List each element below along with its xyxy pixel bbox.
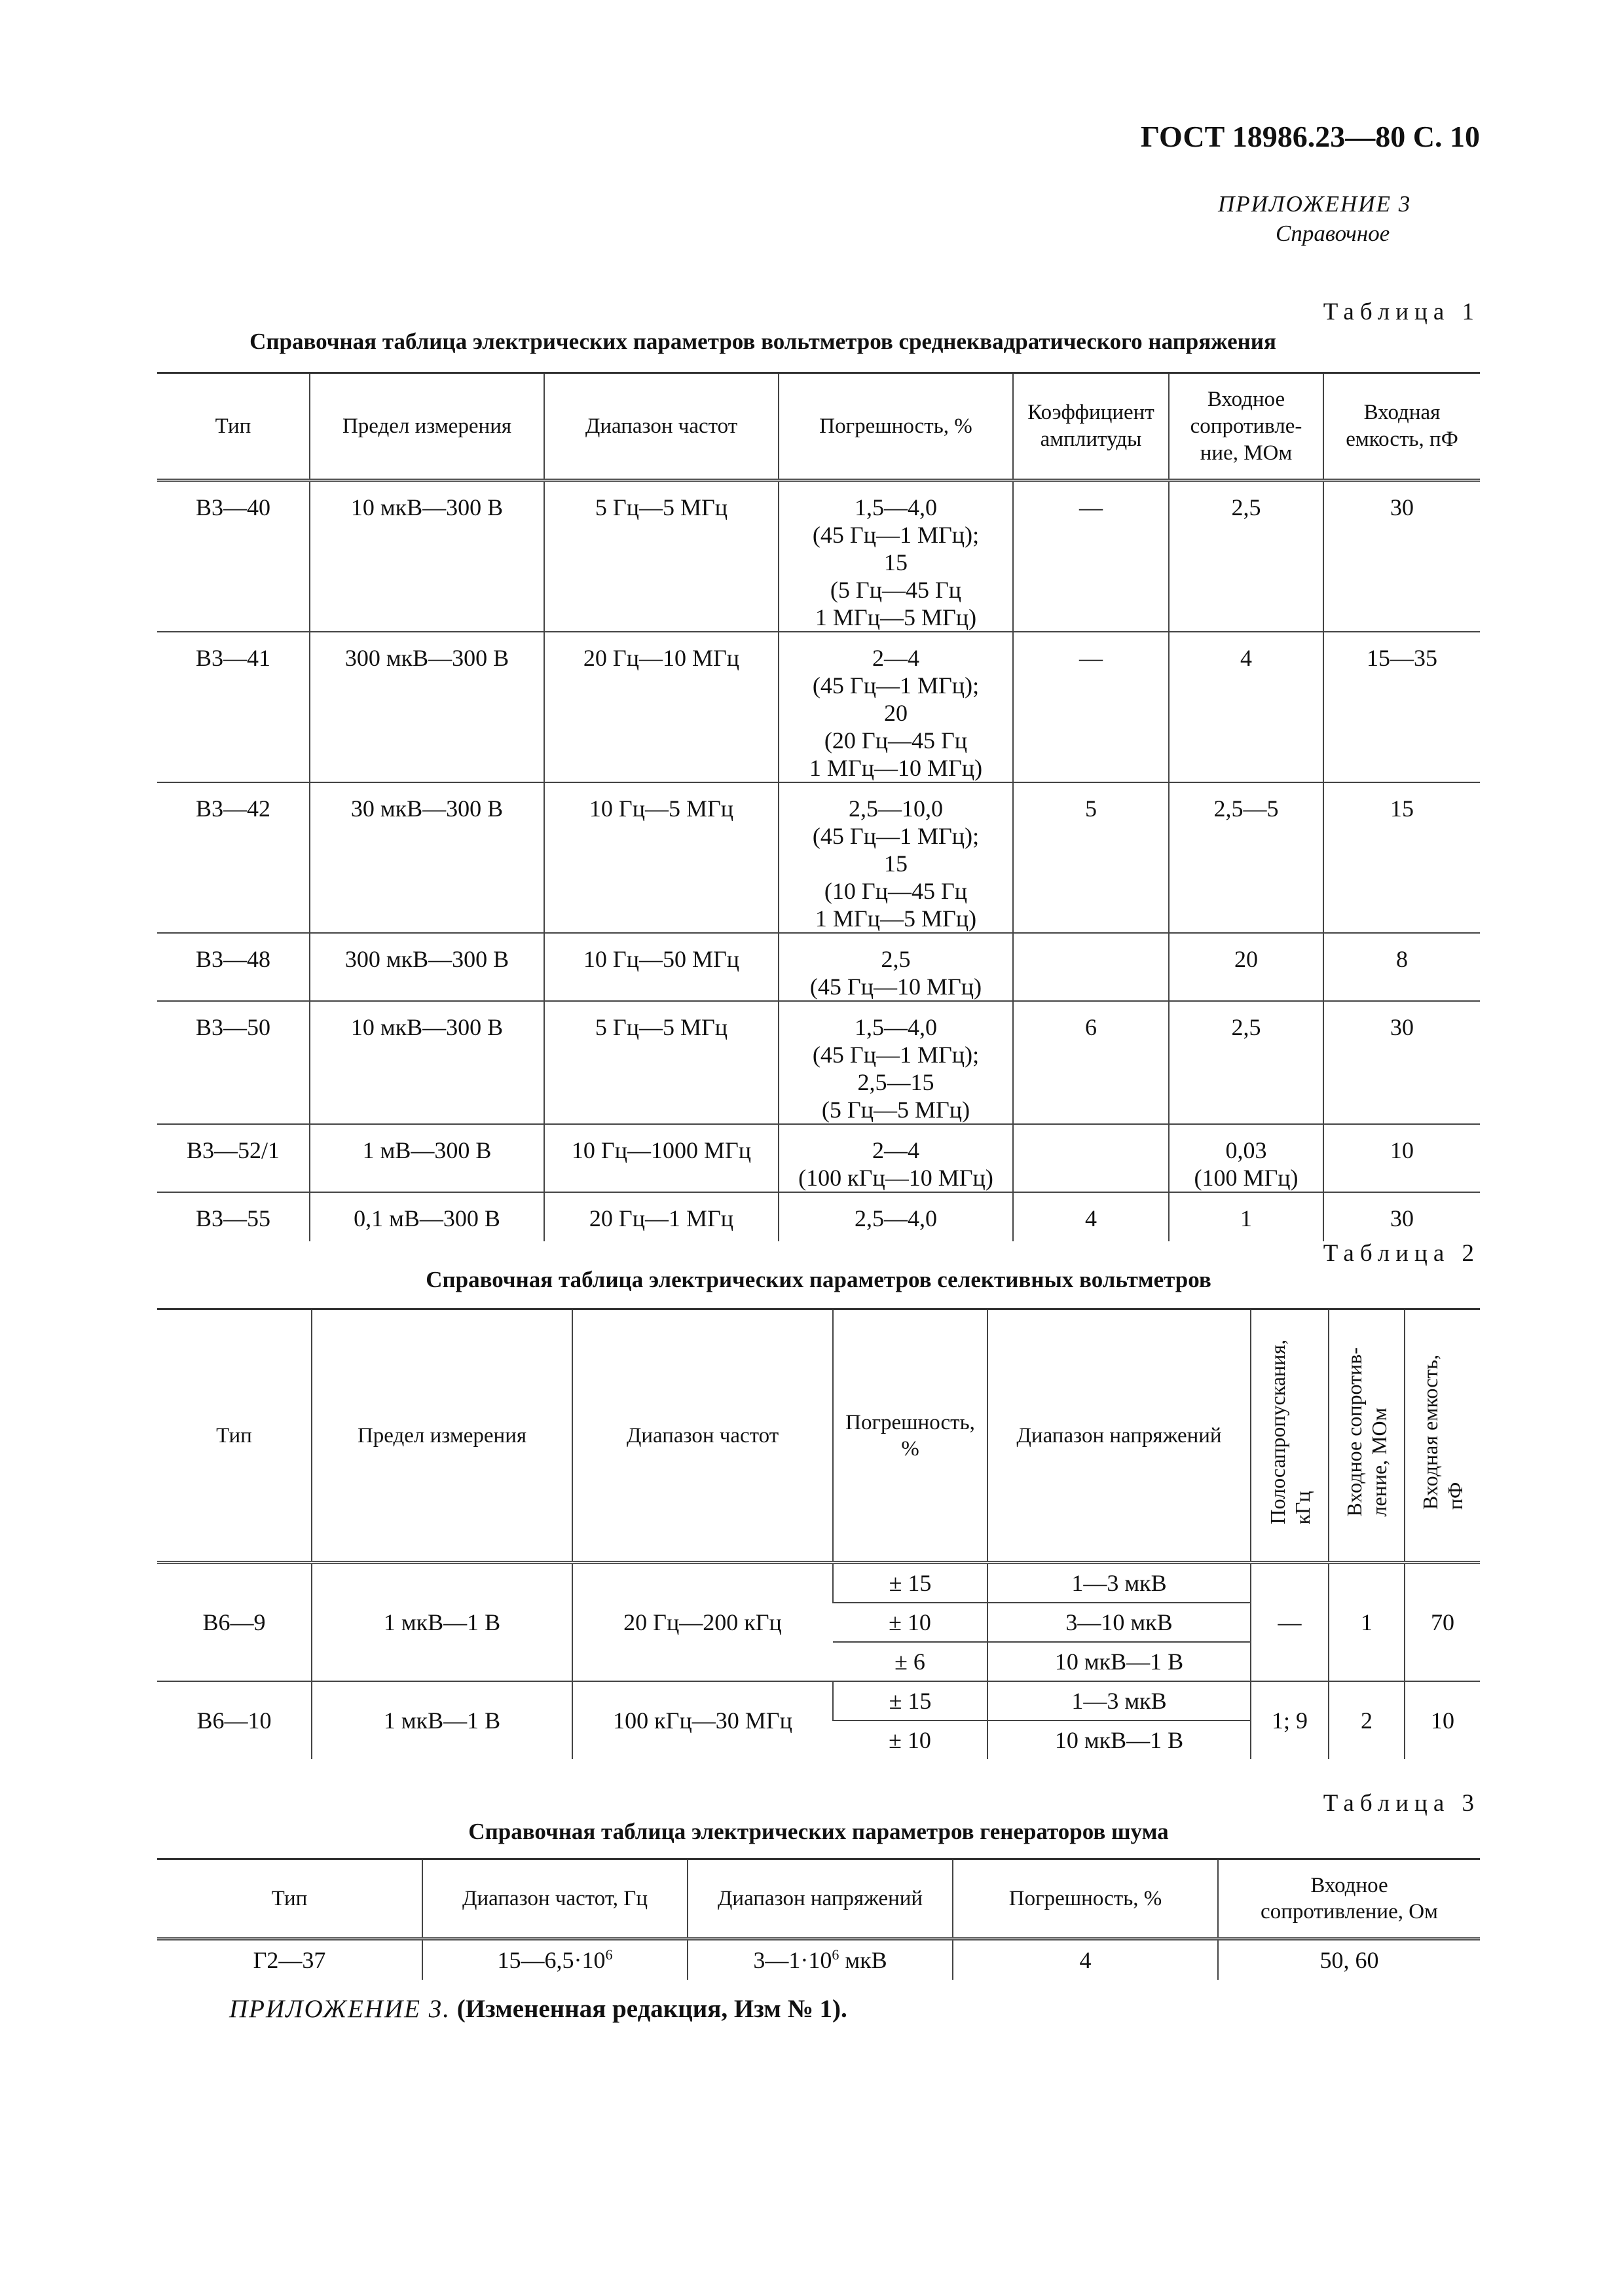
table2-header bbox=[1251, 1309, 1329, 1563]
table-cell: Г2—37 bbox=[253, 1947, 326, 1973]
table-cell: 300 мкВ—300 В bbox=[310, 933, 544, 1001]
table-row bbox=[157, 1681, 1480, 1721]
table-cell: В3—41 bbox=[157, 632, 310, 782]
table-cell: 8 bbox=[1323, 933, 1480, 1001]
table-cell: 70 bbox=[1405, 1563, 1480, 1682]
page-header: ГОСТ 18986.23—80 С. 10 bbox=[1140, 120, 1480, 153]
table-cell: 10 bbox=[1323, 1124, 1480, 1192]
table-cell: 30 bbox=[1323, 1192, 1480, 1241]
table-cell bbox=[1013, 1124, 1169, 1192]
table-cell: 4 bbox=[1013, 1192, 1169, 1241]
table2 bbox=[157, 1308, 1480, 1759]
table-cell: 1 bbox=[1169, 1192, 1323, 1241]
table-cell: 2,5—5 bbox=[1169, 782, 1323, 933]
table-row bbox=[157, 1124, 1480, 1192]
table-cell: 1,5—4,0 (45 Гц—1 МГц); 2,5—15 (5 Гц—5 МГц) bbox=[779, 1001, 1013, 1124]
table3-header: Тип bbox=[157, 1859, 422, 1939]
table1-header: Тип bbox=[157, 373, 310, 481]
table-cell: 10 bbox=[1405, 1681, 1480, 1759]
table3-label: Таблица 3 bbox=[1323, 1790, 1480, 1817]
table2-header: Тип bbox=[157, 1309, 312, 1563]
table-row bbox=[157, 1563, 1480, 1603]
table-cell bbox=[1013, 933, 1169, 1001]
table-cell: 2—4 (100 кГц—10 МГц) bbox=[779, 1124, 1013, 1192]
table-row bbox=[157, 481, 1480, 632]
table-cell: 300 мкВ—300 В bbox=[310, 632, 544, 782]
table-cell: 2 bbox=[1329, 1681, 1405, 1759]
table-cell: В3—42 bbox=[157, 782, 310, 933]
table2-header bbox=[1329, 1309, 1405, 1563]
table1 bbox=[157, 372, 1480, 1241]
table-cell: В3—50 bbox=[157, 1001, 310, 1124]
table3-header: Входное сопротивление, Ом bbox=[1218, 1859, 1480, 1939]
table-cell: 10 мкВ—300 В bbox=[310, 1001, 544, 1124]
table3 bbox=[157, 1858, 1480, 1980]
table-cell: В3—48 bbox=[157, 933, 310, 1001]
table2-header bbox=[1405, 1309, 1480, 1563]
table-cell: — bbox=[1013, 632, 1169, 782]
table1-header: Входное сопротивле- ние, МОм bbox=[1169, 373, 1323, 481]
table-cell: 5 Гц—5 МГц bbox=[544, 481, 779, 632]
footer-revision: (Измененная редакция, Изм № 1). bbox=[456, 1995, 847, 2023]
table2-header-label: Полосапропускания, кГц bbox=[1265, 1339, 1314, 1525]
table-cell: 30 bbox=[1323, 481, 1480, 632]
table-cell: 1 bbox=[1329, 1563, 1405, 1682]
table1-title: Справочная таблица электрических параметров вольтметров среднеквадратического напряжения bbox=[249, 329, 1276, 354]
table-cell: 50, 60 bbox=[1218, 1939, 1480, 1980]
table1-header: Диапазон частот bbox=[544, 373, 779, 481]
table-cell: В3—52/1 bbox=[157, 1124, 310, 1192]
table-cell: 0,1 мВ—300 В bbox=[310, 1192, 544, 1241]
table-row bbox=[157, 782, 1480, 933]
table-cell: В3—55 bbox=[195, 1205, 270, 1231]
table-cell: 1—3 мкВ bbox=[987, 1681, 1251, 1721]
table2-header-label: Входное сопротив- ление, МОм bbox=[1342, 1347, 1391, 1517]
table-cell: ± 15 bbox=[833, 1563, 987, 1603]
table-cell: 5 bbox=[1013, 782, 1169, 933]
table-cell: $15—6,5\cdot 10^6$ bbox=[422, 1939, 688, 1980]
table2-header: Предел измерения bbox=[312, 1309, 572, 1563]
table-cell: 2,5 bbox=[1169, 481, 1323, 632]
table-row bbox=[157, 1192, 1480, 1241]
table-cell: 15—35 bbox=[1323, 632, 1480, 782]
table-cell: ± 10 bbox=[889, 1727, 931, 1753]
table-cell: 10 мкВ—1 В bbox=[987, 1721, 1251, 1759]
table-cell: 100 кГц—30 МГц bbox=[572, 1681, 833, 1759]
table-cell: 2—4 (45 Гц—1 МГц); 20 (20 Гц—45 Гц 1 МГц—10 МГц) bbox=[779, 632, 1013, 782]
table-cell: 1; 9 bbox=[1251, 1681, 1329, 1759]
table-cell: $3—1\cdot 10^6$ мкВ bbox=[688, 1939, 953, 1980]
table1-header: Погрешность, % bbox=[779, 373, 1013, 481]
table1-header: Входная емкость, пФ bbox=[1323, 373, 1480, 481]
table-cell: 3—10 мкВ bbox=[987, 1603, 1251, 1642]
table-cell: ± 6 bbox=[833, 1642, 987, 1681]
table-row bbox=[157, 632, 1480, 782]
table3-header: Диапазон напряжений bbox=[688, 1859, 953, 1939]
table3-header: Погрешность, % bbox=[953, 1859, 1218, 1939]
table-cell: В6—10 bbox=[196, 1707, 272, 1734]
table-cell: 10 Гц—5 МГц bbox=[544, 782, 779, 933]
table1-label: Таблица 1 bbox=[1323, 299, 1480, 325]
table-cell: 15 bbox=[1323, 782, 1480, 933]
table-cell: ± 15 bbox=[833, 1681, 987, 1721]
footer-appendix: ПРИЛОЖЕНИЕ 3. bbox=[229, 1995, 451, 2023]
table1-header: Коэффициент амплитуды bbox=[1013, 373, 1169, 481]
table-cell: 1,5—4,0 (45 Гц—1 МГц); 15 (5 Гц—45 Гц 1 МГц—5 МГц) bbox=[779, 481, 1013, 632]
table-cell: 5 Гц—5 МГц bbox=[544, 1001, 779, 1124]
table2-title: Справочная таблица электрических параметров селективных вольтметров bbox=[426, 1267, 1211, 1292]
table-cell: 2,5 bbox=[1169, 1001, 1323, 1124]
footer-note bbox=[229, 1994, 847, 2024]
table-cell: 10 мкВ—300 В bbox=[310, 481, 544, 632]
table-cell: 1—3 мкВ bbox=[987, 1563, 1251, 1603]
table-cell: 10 Гц—50 МГц bbox=[544, 933, 779, 1001]
table-cell: В3—40 bbox=[157, 481, 310, 632]
table-cell: 0,03 (100 МГц) bbox=[1169, 1124, 1323, 1192]
table2-label: Таблица 2 bbox=[1323, 1240, 1480, 1267]
table-cell: 2,5 (45 Гц—10 МГц) bbox=[779, 933, 1013, 1001]
table-cell: 6 bbox=[1013, 1001, 1169, 1124]
table2-header: Погрешность, % bbox=[833, 1309, 987, 1563]
appendix-subtitle: Справочное bbox=[1276, 221, 1390, 246]
table-row bbox=[157, 933, 1480, 1001]
table-cell: 20 Гц—1 МГц bbox=[544, 1192, 779, 1241]
table-cell: 4 bbox=[953, 1939, 1218, 1980]
table-cell: 2,5—10,0 (45 Гц—1 МГц); 15 (10 Гц—45 Гц 1 МГц—5 МГц) bbox=[779, 782, 1013, 933]
table-cell: ± 10 bbox=[833, 1603, 987, 1642]
table3-title: Справочная таблица электрических параметров генераторов шума bbox=[468, 1819, 1169, 1844]
table-cell: 10 Гц—1000 МГц bbox=[544, 1124, 779, 1192]
table-cell: 20 Гц—200 кГц bbox=[572, 1563, 833, 1682]
table-cell: 1 мкВ—1 В bbox=[312, 1563, 572, 1682]
table2-header: Диапазон напряжений bbox=[987, 1309, 1251, 1563]
table-cell: 10 мкВ—1 В bbox=[987, 1642, 1251, 1681]
table-row bbox=[157, 1001, 1480, 1124]
table-cell: 30 мкВ—300 В bbox=[310, 782, 544, 933]
table2-header: Диапазон частот bbox=[572, 1309, 833, 1563]
table1-header: Предел измерения bbox=[310, 373, 544, 481]
table-cell: В6—9 bbox=[157, 1563, 312, 1682]
table-cell: — bbox=[1013, 481, 1169, 632]
table-cell: 2,5—4,0 bbox=[779, 1192, 1013, 1241]
table-row bbox=[157, 1939, 1480, 1980]
table3-header: Диапазон частот, Гц bbox=[422, 1859, 688, 1939]
table-cell: 1 мкВ—1 В bbox=[312, 1681, 572, 1759]
table-cell: 20 Гц—10 МГц bbox=[544, 632, 779, 782]
table-cell: 20 bbox=[1169, 933, 1323, 1001]
appendix-title: ПРИЛОЖЕНИЕ 3 bbox=[1218, 191, 1412, 217]
table2-header-label: Входная емкость, пФ bbox=[1418, 1354, 1467, 1510]
table-cell: 30 bbox=[1323, 1001, 1480, 1124]
table-cell: 1 мВ—300 В bbox=[310, 1124, 544, 1192]
table-cell: — bbox=[1251, 1563, 1329, 1682]
table-cell: 4 bbox=[1169, 632, 1323, 782]
